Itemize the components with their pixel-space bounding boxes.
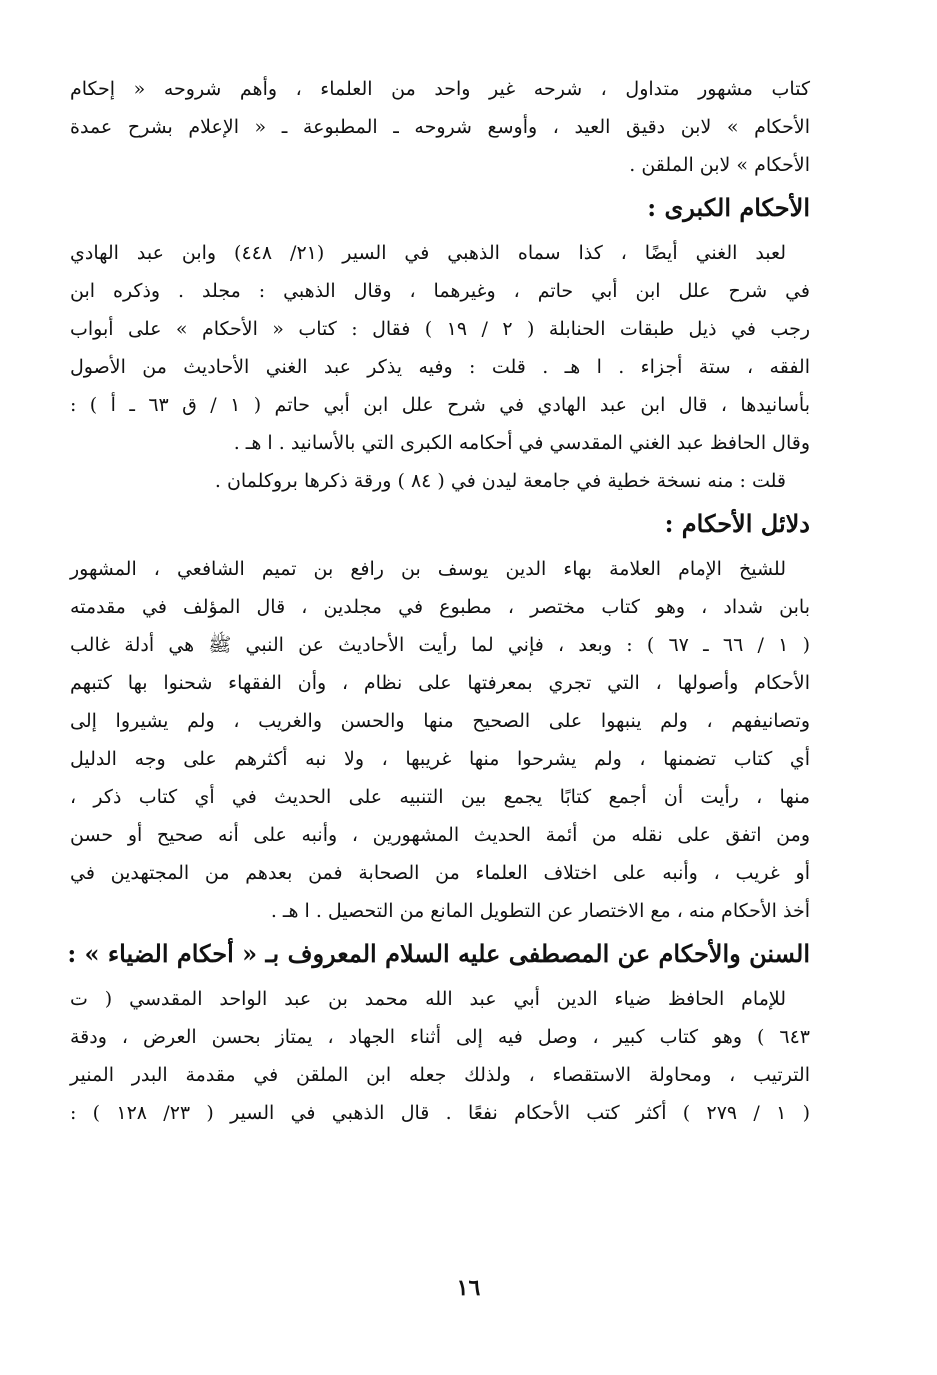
section-heading-dalail-al-ahkam: دلائل الأحكام : bbox=[664, 509, 810, 538]
intro-paragraph bbox=[70, 70, 810, 184]
text-line: وتصانيفهم ، ولم ينبهوا على الصحيح منها والحسن والغريب ، ولم يشيروا إلى bbox=[70, 710, 810, 732]
text-line: بابن شداد ، وهو كتاب مختصر ، مطبوع في مجلدين ، قال المؤلف في مقدمته bbox=[70, 596, 810, 618]
text-line: كتاب مشهور متداول ، شرحه غير واحد من العلماء ، وأهم شروحه « إحكام bbox=[70, 78, 810, 100]
section3-paragraph bbox=[70, 980, 810, 1132]
text-line: ( ١ / ٦٦ ـ ٦٧ ) : وبعد ، فإني لما رأيت الأحاديث عن النبي ﷺ هي أدلة غالب bbox=[70, 634, 811, 656]
text-line: بأسانيدها ، قال ابن عبد الهادي في شرح علل ابن أبي حاتم ( ١ / ق ٦٣ ـ أ ) : bbox=[70, 394, 810, 416]
section1-note bbox=[70, 462, 810, 500]
text-line: أي كتاب تضمنها ، ولم يشرحوا منها غريبها ، ولا نبه أكثرهم على وجه الدليل bbox=[70, 748, 810, 770]
section-heading-al-ahkam-al-kubra: الأحكام الكبرى : bbox=[647, 193, 810, 222]
text-line: رجب في ذيل طبقات الحنابلة ( ٢ / ١٩ ) فقال : كتاب « الأحكام » على أبواب bbox=[70, 318, 811, 340]
text-line: في شرح علل ابن أبي حاتم ، وغيرهما ، وقال الذهبي : مجلد . وذكره ابن bbox=[70, 280, 810, 302]
text-line: أو غريب ، وأنبه على اختلاف العلماء من الصحابة فمن بعدهم من المجتهدين في bbox=[70, 862, 810, 884]
section2-paragraph bbox=[70, 550, 810, 930]
page-number: ١٦ bbox=[456, 1275, 481, 1301]
text-line: وقال الحافظ عبد الغني المقدسي في أحكامه الكبرى التي بالأسانيد . ا هـ . bbox=[233, 432, 810, 454]
section-heading-ahkam-al-diya: السنن والأحكام عن المصطفى عليه السلام المعروف بـ « أحكام الضياء » : bbox=[67, 939, 810, 968]
text-line: لعبد الغني أيضًا ، كذا سماه الذهبي في السير (٢١/ ٤٤٨) وابن عبد الهادي bbox=[70, 242, 786, 264]
text-line: الأحكام » لابن دقيق العيد ، وأوسع شروحه ـ المطبوعة ـ « الإعلام بشرح عمدة bbox=[70, 116, 810, 138]
text-line: ٦٤٣ ) وهو كتاب كبير ، وصل فيه إلى أثناء الجهاد ، يمتاز بحسن العرض ، ودقة bbox=[70, 1026, 810, 1048]
text-line: الفقه ، ستة أجزاء . ا هـ . قلت : وفيه يذكر عبد الغني الأحاديث من الأصول bbox=[70, 356, 810, 378]
text-line: قلت : منه نسخة خطية في جامعة ليدن في ( ٨٤ ) ورقة ذكرها بروكلمان . bbox=[214, 470, 786, 492]
text-line: ( ١ / ٢٧٩ ) أكثر كتب الأحكام نفعًا . قال الذهبي في السير ( ٢٣/ ١٢٨ ) : bbox=[70, 1102, 811, 1124]
text-line: أخذ الأحكام منه ، مع الاختصار عن التطويل المانع من التحصيل . ا هـ . bbox=[270, 900, 810, 922]
book-page bbox=[67, 70, 811, 1310]
text-line: ومن اتفق على نقله من أئمة الحديث المشهورين ، وأنبه على أنه صحيح أو حسن bbox=[70, 824, 810, 846]
text-line: الأحكام » لابن الملقن . bbox=[629, 154, 810, 176]
text-line: الأحكام وأصولها ، التي تجري بمعرفتها على نظام ، وأن الفقهاء شحنوا بها كتبهم bbox=[70, 672, 810, 694]
text-line: للإمام الحافظ ضياء الدين أبي عبد الله محمد بن عبد الواحد المقدسي ( ت bbox=[70, 988, 786, 1010]
text-line: للشيخ الإمام العلامة بهاء الدين يوسف بن رافع بن تميم الشافعي ، المشهور bbox=[70, 558, 786, 580]
section1-paragraph bbox=[70, 234, 810, 462]
text-line: منها ، رأيت أن أجمع كتابًا يجمع بين التنبيه على الحديث في أي كتاب ذكر ، bbox=[70, 786, 810, 808]
text-line: الترتيب ، ومحاولة الاستقصاء ، ولذلك جعله ابن الملقن في مقدمة البدر المنير bbox=[70, 1064, 810, 1086]
